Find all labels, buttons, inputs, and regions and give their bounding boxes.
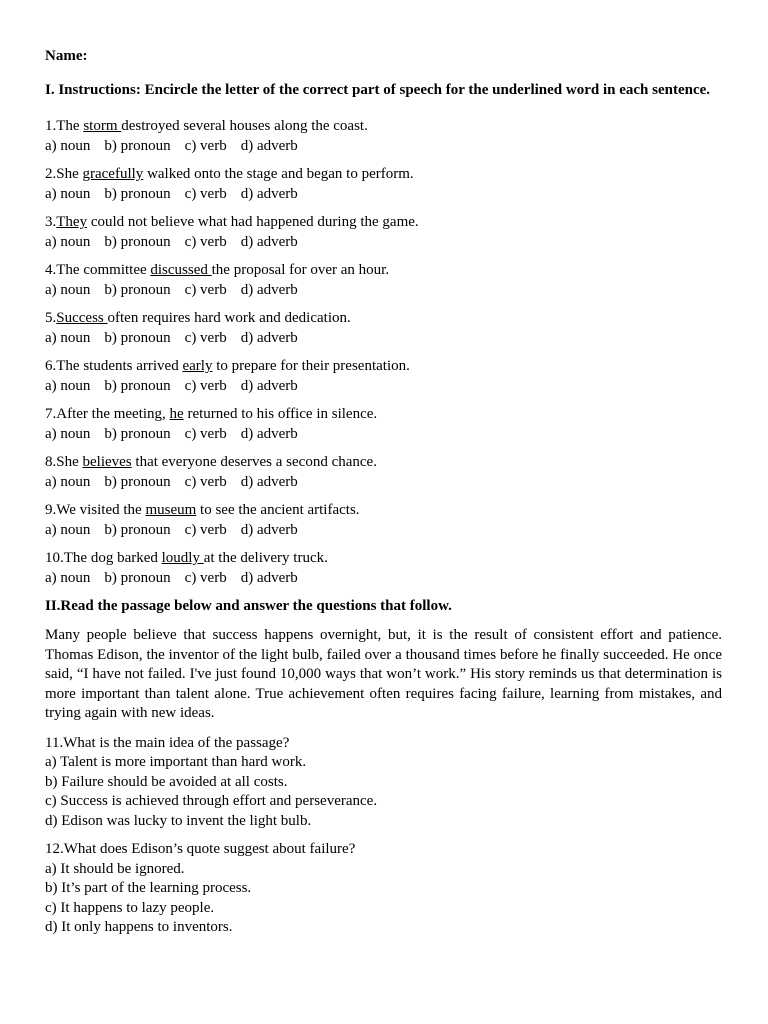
- choice-option[interactable]: b) pronoun: [104, 569, 171, 586]
- choice-option[interactable]: a) noun: [45, 185, 91, 202]
- sentence-num: 9.: [45, 502, 57, 518]
- choice-option[interactable]: c) verb: [184, 185, 227, 202]
- choice-option[interactable]: b) pronoun: [104, 377, 171, 394]
- question-sentence: [45, 405, 722, 425]
- sentence-post: could not believe what had happened during the game.: [87, 214, 419, 230]
- choice-option[interactable]: c) verb: [184, 233, 227, 250]
- question-sentence: [45, 213, 722, 233]
- underlined-word: Success: [56, 310, 108, 326]
- underlined-word: discussed: [150, 262, 212, 278]
- sentence-pre: She: [56, 166, 83, 182]
- choice-option[interactable]: c) verb: [184, 521, 227, 538]
- choice-option[interactable]: a) noun: [45, 233, 91, 250]
- sentence-num: 7.: [45, 406, 57, 422]
- answer-choices: [45, 473, 722, 493]
- section2-questions: [45, 734, 722, 938]
- answer-choices: [45, 569, 722, 589]
- answer-option[interactable]: b) Failure should be avoided at all costs.: [45, 773, 288, 790]
- question-5: [45, 309, 722, 348]
- sentence-post: to prepare for their presentation.: [212, 358, 410, 374]
- choice-option[interactable]: b) pronoun: [104, 329, 171, 346]
- answer-option[interactable]: d) It only happens to inventors.: [45, 919, 233, 935]
- choice-option[interactable]: b) pronoun: [104, 281, 171, 298]
- choice-option[interactable]: d) adverb: [240, 329, 298, 346]
- question-stem: 12.What does Edison’s quote suggest about failure?: [45, 841, 356, 857]
- underlined-word: storm: [83, 118, 122, 134]
- answer-choices: [45, 137, 722, 157]
- choice-option[interactable]: d) adverb: [240, 425, 298, 442]
- section2-heading: II.Read the passage below and answer the questions that follow.: [45, 598, 452, 614]
- sentence-post: at the delivery truck.: [203, 550, 328, 566]
- question-4: [45, 261, 722, 300]
- sentence-pre: She: [56, 454, 83, 470]
- answer-option[interactable]: d) Edison was lucky to invent the light bulb.: [45, 812, 312, 829]
- choice-option[interactable]: c) verb: [184, 473, 227, 490]
- sentence-post: walked onto the stage and began to perform.: [143, 166, 414, 182]
- choice-option[interactable]: c) verb: [184, 425, 227, 442]
- choice-option[interactable]: d) adverb: [240, 137, 298, 154]
- underlined-word: gracefully: [82, 166, 144, 182]
- sentence-pre: We visited the: [56, 502, 146, 518]
- sentence-post: destroyed several houses along the coast.: [121, 118, 368, 134]
- underlined-word: They: [56, 214, 88, 230]
- choice-option[interactable]: b) pronoun: [104, 473, 171, 490]
- section1-questions: [45, 117, 722, 588]
- worksheet: [45, 46, 722, 938]
- sentence-num: 3.: [45, 214, 57, 230]
- question-sentence: [45, 357, 722, 377]
- question-7: [45, 405, 722, 444]
- question-sentence: [45, 501, 722, 521]
- name-label: Name:: [45, 48, 88, 64]
- answer-option[interactable]: c) It happens to lazy people.: [45, 899, 215, 916]
- underlined-word: early: [182, 358, 213, 374]
- question-stem: 11.What is the main idea of the passage?: [45, 734, 290, 751]
- question-sentence: [45, 165, 722, 185]
- sentence-pre: The committee: [56, 262, 151, 278]
- choice-option[interactable]: d) adverb: [240, 521, 298, 538]
- reading-passage: Many people believe that success happens overnight, but, it is the result of consistent effort and patience. Thomas Edison, the inventor of the light bulb, failed over a thousand times before he finally succeeded. He once said, “I have not failed. I've just found 10,000 ways that won’t work.” His story reminds us that determination is more important than talent alone. True achievement often requires facing failure, learning from mistakes, and trying again with new ideas.: [45, 627, 722, 721]
- underlined-word: museum: [145, 502, 197, 518]
- choice-option[interactable]: b) pronoun: [104, 425, 171, 442]
- underlined-word: believes: [82, 454, 132, 470]
- choice-option[interactable]: a) noun: [45, 377, 91, 394]
- choice-option[interactable]: c) verb: [184, 329, 227, 346]
- sentence-post: returned to his office in silence.: [183, 406, 378, 422]
- answer-option[interactable]: b) It’s part of the learning process.: [45, 880, 252, 896]
- answer-option[interactable]: a) Talent is more important than hard work.: [45, 754, 307, 770]
- sentence-post: that everyone deserves a second chance.: [131, 454, 377, 470]
- underlined-word: he: [169, 406, 184, 422]
- choice-option[interactable]: b) pronoun: [104, 137, 171, 154]
- question-sentence: [45, 261, 722, 281]
- answer-choices: [45, 521, 722, 541]
- choice-option[interactable]: d) adverb: [240, 185, 298, 202]
- comprehension-question-11: [45, 734, 722, 832]
- choice-option[interactable]: a) noun: [45, 329, 91, 346]
- answer-choices: [45, 377, 722, 397]
- sentence-pre: After the meeting,: [56, 406, 170, 422]
- choice-option[interactable]: a) noun: [45, 137, 91, 154]
- choice-option[interactable]: a) noun: [45, 473, 91, 490]
- question-3: [45, 213, 722, 252]
- sentence-post: to see the ancient artifacts.: [196, 502, 360, 518]
- sentence-num: 4.: [45, 262, 57, 278]
- choice-option[interactable]: a) noun: [45, 521, 91, 538]
- choice-option[interactable]: d) adverb: [240, 569, 298, 586]
- question-6: [45, 357, 722, 396]
- answer-choices: [45, 185, 722, 205]
- question-8: [45, 453, 722, 492]
- question-10: [45, 549, 722, 588]
- choice-option[interactable]: d) adverb: [240, 281, 298, 298]
- choice-option[interactable]: d) adverb: [240, 233, 298, 250]
- comprehension-question-12: [45, 840, 722, 938]
- choice-option[interactable]: a) noun: [45, 425, 91, 442]
- underlined-word: loudly: [161, 550, 204, 566]
- question-2: [45, 165, 722, 204]
- question-sentence: [45, 117, 722, 137]
- choice-option[interactable]: c) verb: [184, 281, 227, 298]
- sentence-pre: The students arrived: [56, 358, 183, 374]
- sentence-num: 10.: [45, 550, 64, 566]
- sentence-num: 1.: [45, 118, 57, 134]
- choice-option[interactable]: d) adverb: [240, 377, 298, 394]
- answer-choices: [45, 281, 722, 301]
- sentence-num: 8.: [45, 454, 57, 470]
- question-sentence: [45, 309, 722, 329]
- choice-option[interactable]: d) adverb: [240, 473, 298, 490]
- sentence-pre: The: [56, 118, 84, 134]
- choice-option[interactable]: c) verb: [184, 569, 227, 586]
- sentence-pre: The dog barked: [63, 550, 162, 566]
- sentence-post: often requires hard work and dedication.: [107, 310, 351, 326]
- question-1: [45, 117, 722, 156]
- choice-option[interactable]: c) verb: [184, 137, 227, 154]
- sentence-num: 5.: [45, 310, 57, 326]
- section1-instructions: I. Instructions: Encircle the letter of the correct part of speech for the underlined word in each sentence.: [45, 82, 711, 98]
- sentence-num: 6.: [45, 358, 57, 374]
- choice-option[interactable]: b) pronoun: [104, 233, 171, 250]
- choice-option[interactable]: b) pronoun: [104, 185, 171, 202]
- sentence-num: 2.: [45, 166, 57, 182]
- answer-choices: [45, 329, 722, 349]
- answer-choices: [45, 233, 722, 253]
- choice-option[interactable]: a) noun: [45, 281, 91, 298]
- answer-option[interactable]: c) Success is achieved through effort and perseverance.: [45, 793, 378, 809]
- choice-option[interactable]: a) noun: [45, 569, 91, 586]
- choice-option[interactable]: c) verb: [184, 377, 227, 394]
- answer-choices: [45, 425, 722, 445]
- question-9: [45, 501, 722, 540]
- answer-option[interactable]: a) It should be ignored.: [45, 860, 185, 877]
- choice-option[interactable]: b) pronoun: [104, 521, 171, 538]
- sentence-post: the proposal for over an hour.: [211, 262, 390, 278]
- question-sentence: [45, 549, 722, 569]
- question-sentence: [45, 453, 722, 473]
